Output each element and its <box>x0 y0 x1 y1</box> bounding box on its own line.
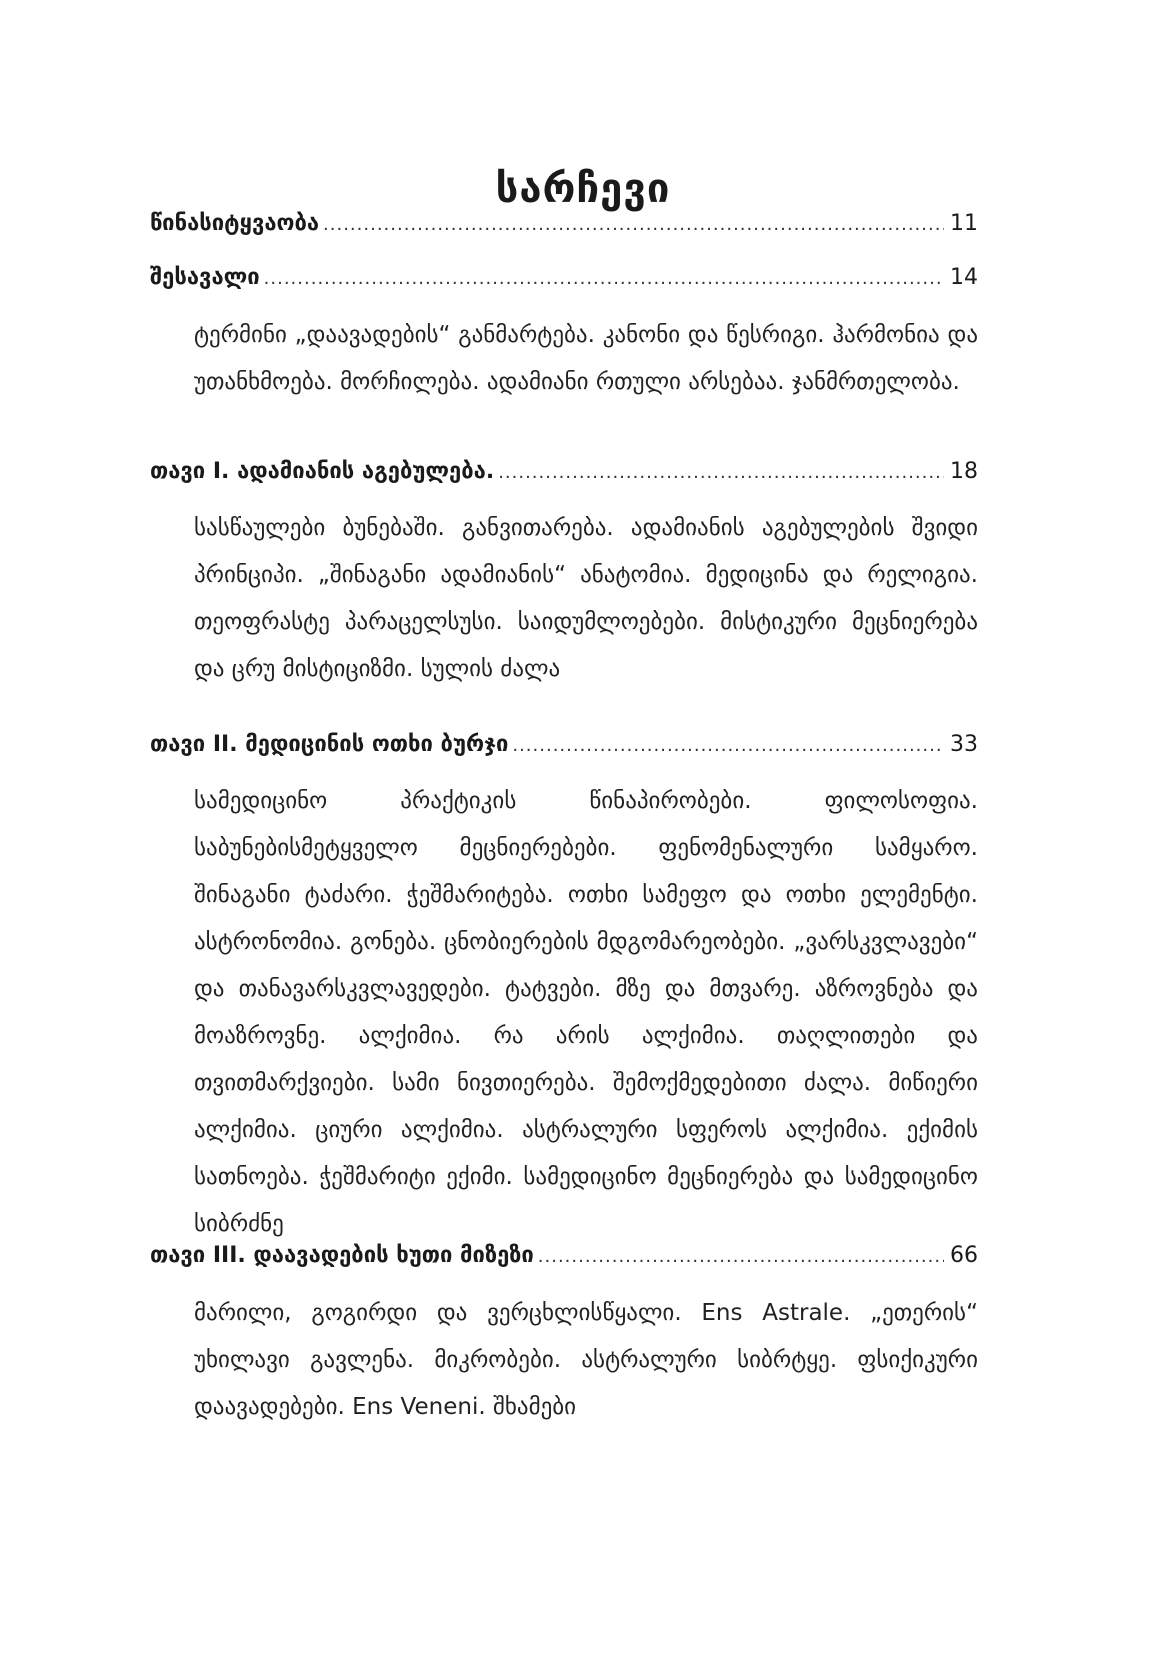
toc-entry-description: ტერმინი „დაავადების“ განმარტება. კანონი და წესრიგი. ჰარმონია და უთანხმოება. მორჩილება. ადამიანი რთული არსებაა. ჯანმრთელობა. <box>194 322 978 395</box>
toc-entry-chapter-3 <box>150 1240 978 1272</box>
toc-entry-introduction <box>150 262 978 294</box>
toc-page-number: 11 <box>950 211 978 236</box>
toc-entry-description: მარილი, გოგირდი და ვერცხლისწყალი. Ens Astrale. „ეთერის“ უხილავი გავლენა. მიკრობები. ასტრალური სიბრტყე. ფსიქიკური დაავადებები. Ens Veneni. შხამები <box>194 1300 978 1420</box>
toc-entry-chapter-1 <box>150 456 978 488</box>
dot-leader <box>264 263 944 295</box>
toc-heading: შესავალი <box>150 265 260 290</box>
toc-entry-chapter-2 <box>150 729 978 761</box>
dot-leader <box>512 730 944 762</box>
toc-heading: თავი I. ადამიანის აგებულება. <box>150 459 495 484</box>
toc-entry-foreword <box>150 208 978 240</box>
page-title: სარჩევი <box>495 166 671 212</box>
toc-page-number: 66 <box>950 1243 978 1268</box>
dot-leader <box>323 209 944 241</box>
toc-page-number: 18 <box>950 459 978 484</box>
toc-page-number: 14 <box>950 265 978 290</box>
toc-page-number: 33 <box>950 732 978 757</box>
dot-leader <box>498 457 944 489</box>
toc-heading: თავი III. დაავადების ხუთი მიზეზი <box>150 1243 534 1268</box>
dot-leader <box>538 1241 944 1273</box>
toc-entry-description: სასწაულები ბუნებაში. განვითარება. ადამიანის აგებულების შვიდი პრინციპი. „შინაგანი ადამიანის“ ანატომია. მედიცინა და რელიგია. თეოფრასტე პარაცელსუსი. საიდუმლოებები. მისტიკური მეცნიერება და ცრუ მისტიციზმი. სულის ძალა <box>194 515 978 682</box>
toc-entry-description: სამედიცინო პრაქტიკის წინაპირობები. ფილოსოფია. საბუნებისმეტყველო მეცნიერებები. ფენომენალური სამყარო. შინაგანი ტაძარი. ჭეშმარიტება. ოთხი სამეფო და ოთხი ელემენტი. ასტრონომია. გონება. ცნობიერების მდგომარეობები. „ვარსკვლავები“ და თანავარსკვლავედები. ტატვები. მზე და მთვარე. აზროვნება და მოაზროვნე. ალქიმია. რა არის ალქიმია. თაღლითები და თვითმარქვიები. სამი ნივთიერება. შემოქმედებითი ძალა. მიწიერი ალქიმია. ციური ალქიმია. ასტრალური სფეროს ალქიმია. ექიმის სათნოება. ჭეშმარიტი ექიმი. სამედიცინო მეცნიერება და სამედიცინო სიბრძნე <box>194 788 978 1237</box>
toc-heading: თავი II. მედიცინის ოთხი ბურჯი <box>150 732 509 757</box>
toc-heading: წინასიტყვაობა <box>150 211 320 236</box>
